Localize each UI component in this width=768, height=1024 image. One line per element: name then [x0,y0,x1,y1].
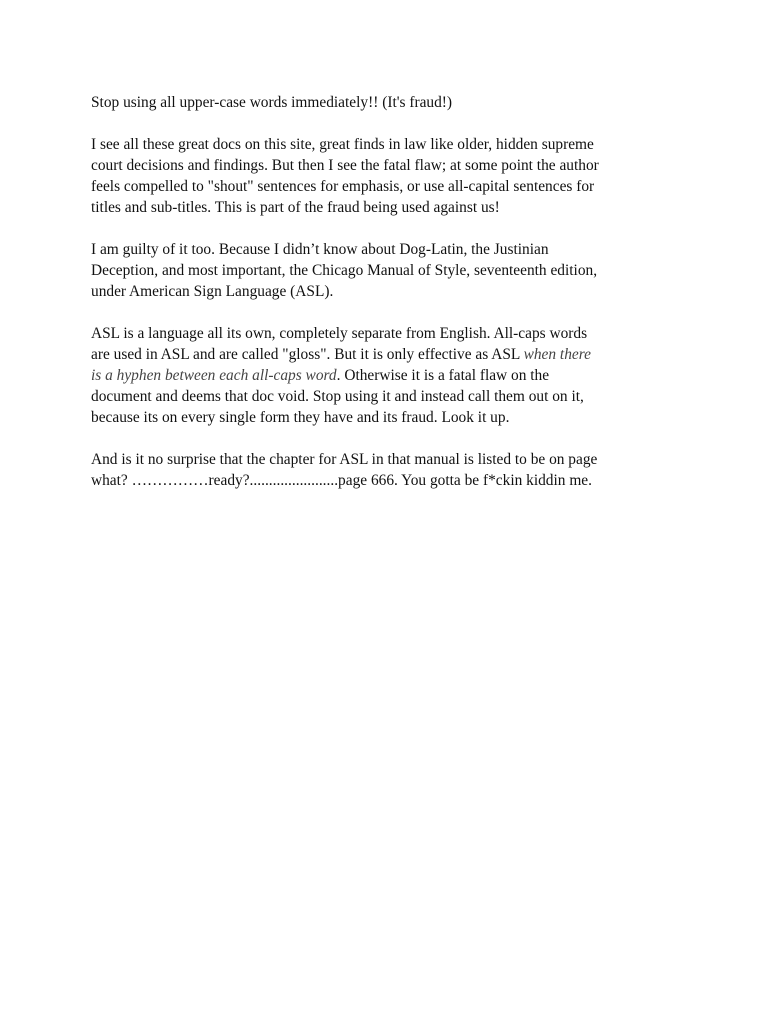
paragraph-line: because its on every single form they have and its fraud. Look it up. [91,409,510,426]
heading-text: Stop using all upper-case words immediately!! (It's fraud!) [91,94,453,111]
paragraph-line: And is it no surprise that the chapter for ASL in that manual is listed to be on page [91,451,598,468]
plain-text: are used in ASL and are called "gloss". But it is only effective as ASL [91,346,524,363]
italic-emphasis: when there [523,346,591,363]
paragraph-line [91,365,701,386]
paragraph-line: Deception, and most important, the Chicago Manual of Style, seventeenth edition, [91,262,598,279]
paragraph-line: I am guilty of it too. Because I didn’t know about Dog-Latin, the Justinian [91,241,549,258]
paragraph-line: what? ……………ready?.......................page 666. You gotta be f*ckin kiddin me. [91,472,592,489]
paragraph-line: titles and sub-titles. This is part of the fraud being used against us! [91,199,500,216]
paragraph-asl [91,323,701,428]
heading-line [91,92,701,113]
paragraph-line: ASL is a language all its own, completely separate from English. All-caps words [91,325,588,342]
paragraph-fatal-flaw [91,134,701,218]
paragraph-line: under American Sign Language (ASL). [91,283,334,300]
paragraph-line: court decisions and findings. But then I see the fatal flaw; at some point the author [91,157,599,174]
plain-text: . Otherwise it is a fatal flaw on the [336,367,550,384]
paragraph-line: I see all these great docs on this site, great finds in law like older, hidden supreme [91,136,594,153]
paragraph-line: document and deems that doc void. Stop using it and instead call them out on it, [91,388,584,405]
paragraph-page-666 [91,449,701,491]
paragraph-guilty [91,239,701,302]
italic-emphasis: is a hyphen between each all-caps word [91,367,337,384]
paragraph-line [91,344,701,365]
paragraph-line: feels compelled to "shout" sentences for emphasis, or use all-capital sentences for [91,178,595,195]
document-page [91,92,701,512]
